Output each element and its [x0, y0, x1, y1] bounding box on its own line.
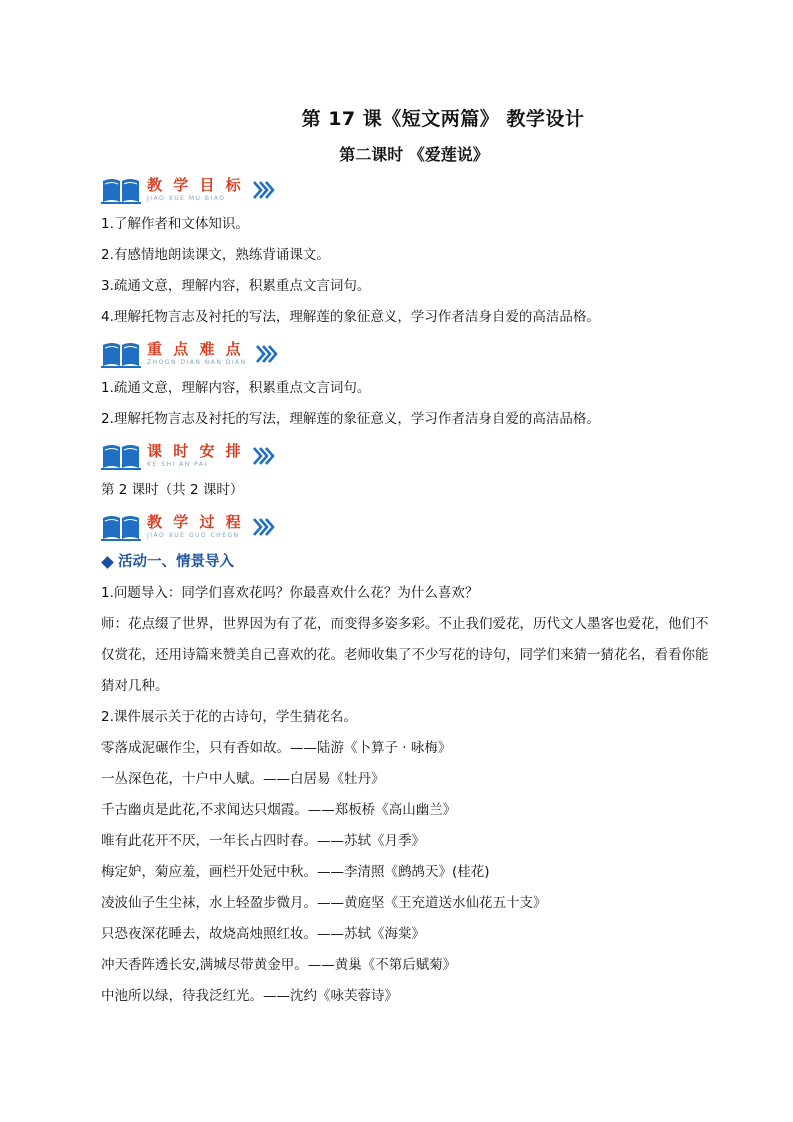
- section-title: 教 学 目 标: [147, 176, 244, 194]
- open-book-icon: [101, 512, 141, 542]
- triple-chevron-right-icon: [252, 445, 276, 467]
- section-pinyin: ZHOGN DIAN NAN DIAN: [147, 359, 247, 366]
- activity-heading: [101, 546, 705, 578]
- activity-title: 活动一、情景导入: [118, 554, 234, 570]
- section-header-goals: [101, 173, 705, 207]
- section-pinyin: KE SHI AN PAI: [147, 461, 208, 468]
- question-text: 1.问题导入：同学们喜欢花吗？你最喜欢什么花？为什么喜欢？: [101, 585, 479, 601]
- list-item: 一丛深色花，十户中人赋。——白居易《牡丹》: [101, 771, 385, 787]
- list-item: 3.疏通文意，理解内容，积累重点文言词句。: [101, 278, 371, 294]
- section-header-key-points: [101, 337, 705, 371]
- list-item: 冲天香阵透长安,满城尽带黄金甲。——黄巢《不第后赋菊》: [101, 957, 457, 973]
- poem-list: [101, 733, 705, 1012]
- document-title: 第 17 课《短文两篇》 教学设计: [301, 108, 585, 130]
- section-header-process: [101, 510, 705, 544]
- diamond-bullet-icon: [101, 556, 114, 569]
- triple-chevron-right-icon: [252, 179, 276, 201]
- document-subtitle: 第二课时 《爱莲说》: [339, 145, 489, 164]
- courseware-text: 2.课件展示关于花的古诗句，学生猜花名。: [101, 709, 357, 725]
- open-book-icon: [101, 339, 141, 369]
- section-title: 课 时 安 排: [147, 442, 244, 460]
- section-header-schedule: [101, 439, 705, 473]
- section-pinyin: JIAO XUE MU BIAO: [147, 195, 226, 202]
- section-title: 重 点 难 点: [147, 340, 244, 358]
- open-book-icon: [101, 441, 141, 471]
- list-item: 千古幽贞是此花,不求闻达只烟霞。——郑板桥《高山幽兰》: [101, 802, 457, 818]
- list-item: 零落成泥碾作尘，只有香如故。——陆游《卜算子 · 咏梅》: [101, 740, 452, 756]
- schedule-text: 第 2 课时（共 2 课时）: [101, 482, 244, 498]
- list-item: 凌波仙子生尘袜，水上轻盈步微月。——黄庭坚《王充道送水仙花五十支》: [101, 895, 547, 911]
- triple-chevron-right-icon: [255, 343, 279, 365]
- list-item: 唯有此花开不厌，一年长占四时春。——苏轼《月季》: [101, 833, 425, 849]
- list-item: 只恐夜深花睡去，故烧高烛照红妆。——苏轼《海棠》: [101, 926, 425, 942]
- list-item: 梅定妒，菊应羞，画栏开处冠中秋。——李清照《鹧鸪天》(桂花): [101, 864, 490, 880]
- teacher-paragraph: 师：花点缀了世界，世界因为有了花，而变得多姿多彩。不止我们爱花，历代文人墨客也爱花，他们不仅赏花，还用诗篇来赞美自己喜欢的花。老师收集了不少写花的诗句，同学们来猜一猜花名，看看你能猜对几种。: [101, 616, 709, 694]
- list-item: 1.疏通文意，理解内容，积累重点文言词句。: [101, 380, 371, 396]
- list-item: 2.理解托物言志及衬托的写法，理解莲的象征意义，学习作者洁身自爱的高洁品格。: [101, 411, 600, 427]
- open-book-icon: [101, 175, 141, 205]
- list-item: 中池所以绿，待我泛红光。——沈约《咏芙蓉诗》: [101, 988, 398, 1004]
- triple-chevron-right-icon: [252, 516, 276, 538]
- section-title: 教 学 过 程: [147, 513, 244, 531]
- section-pinyin: JIAO XUE GUO CHEGN: [147, 532, 240, 539]
- list-item: 4.理解托物言志及衬托的写法，理解莲的象征意义，学习作者洁身自爱的高洁品格。: [101, 309, 600, 325]
- list-item: 2.有感情地朗读课文，熟练背诵课文。: [101, 247, 330, 263]
- list-item: 1.了解作者和文体知识。: [101, 216, 249, 232]
